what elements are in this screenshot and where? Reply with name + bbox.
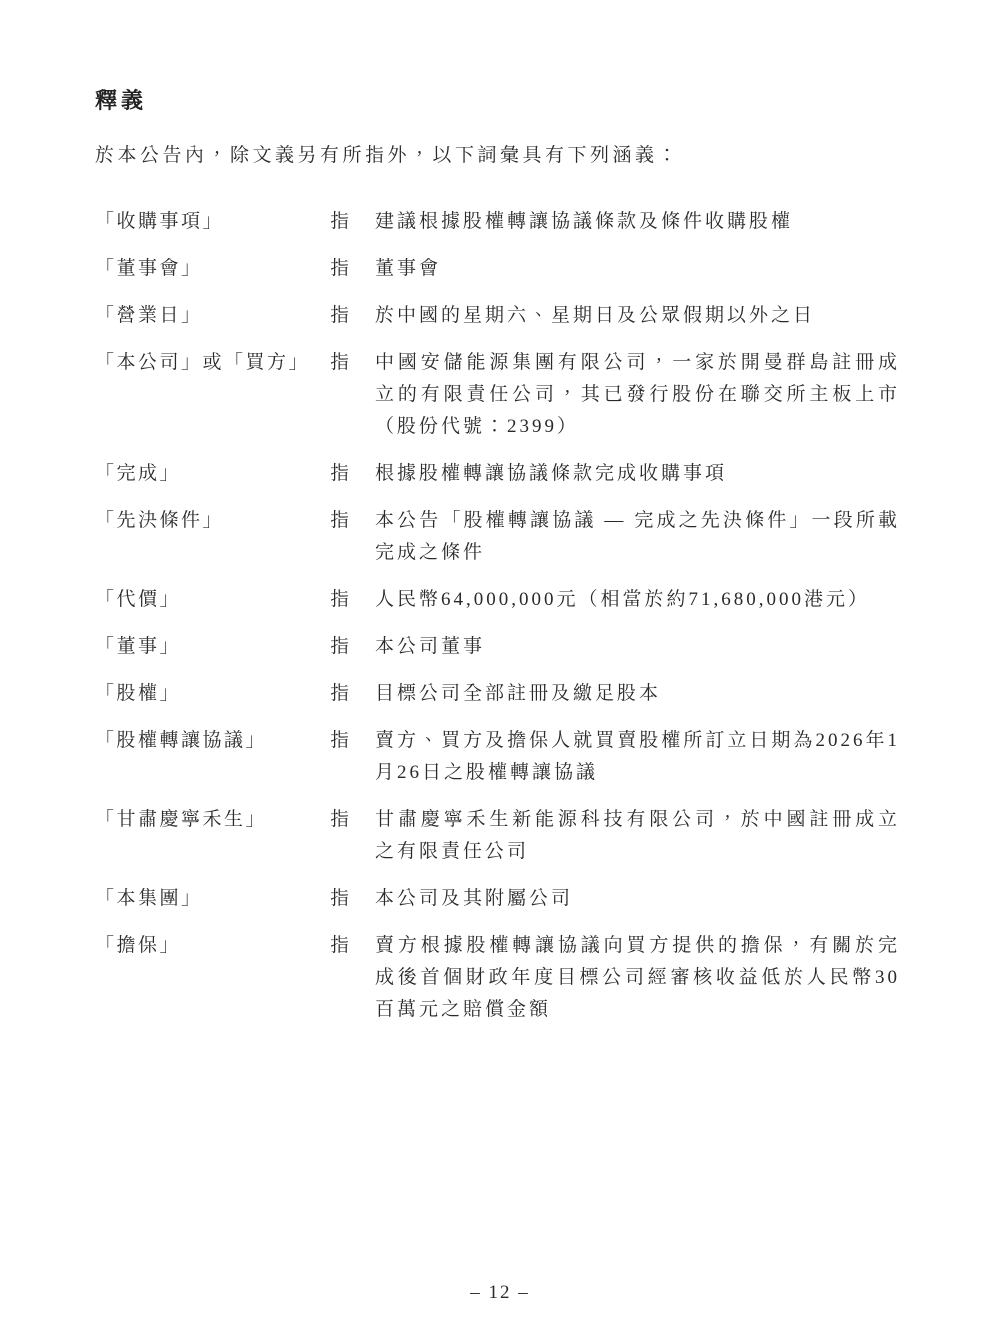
- intro-paragraph: 於本公告內，除文義另有所指外，以下詞彙具有下列涵義：: [95, 145, 681, 166]
- definition-indicator: 指: [330, 730, 350, 751]
- definition-text: 賣方、買方及擔保人就買賣股權所訂立日期為2026年1月26日之股權轉讓協議: [375, 730, 900, 783]
- definition-text: 於中國的星期六、星期日及公眾假期以外之日: [375, 305, 816, 326]
- definition-row: [95, 458, 910, 490]
- definition-term: 「營業日」: [95, 305, 203, 326]
- definition-indicator: 指: [330, 888, 350, 909]
- definition-indicator: 指: [330, 589, 350, 610]
- definition-term: 「董事」: [95, 636, 182, 657]
- definition-term: 「代價」: [95, 589, 182, 610]
- page-number: – 12 –: [470, 1282, 530, 1303]
- definition-term: 「本公司」或「買方」: [95, 352, 311, 373]
- definition-row: [95, 206, 910, 238]
- definition-indicator: 指: [330, 305, 350, 326]
- definition-term: 「本集團」: [95, 888, 203, 909]
- definition-term: 「擔保」: [95, 935, 182, 956]
- definition-indicator: 指: [330, 683, 350, 704]
- definition-indicator: 指: [330, 258, 350, 279]
- definition-text: 建議根據股權轉讓協議條款及條件收購股權: [375, 211, 794, 232]
- definition-row: [95, 300, 910, 332]
- definition-indicator: 指: [330, 935, 350, 956]
- definition-text: 目標公司全部註冊及繳足股本: [375, 683, 662, 704]
- definition-term: 「董事會」: [95, 258, 203, 279]
- definition-term: 「甘肅慶寧禾生」: [95, 809, 268, 830]
- definition-text: 本公司及其附屬公司: [375, 888, 574, 909]
- page-title: 釋義: [95, 88, 148, 113]
- definition-indicator: 指: [330, 809, 350, 830]
- definition-term: 「先決條件」: [95, 510, 225, 531]
- definition-row: [95, 883, 910, 915]
- definition-text: 中國安儲能源集團有限公司，一家於開曼群島註冊成立的有限責任公司，其已發行股份在聯交所主板上市（股份代號：2399）: [375, 352, 900, 437]
- definition-text: 根據股權轉讓協議條款完成收購事項: [375, 463, 728, 484]
- definition-indicator: 指: [330, 463, 350, 484]
- definition-term: 「完成」: [95, 463, 182, 484]
- definition-row: [95, 631, 910, 663]
- definition-term: 「收購事項」: [95, 211, 225, 232]
- definitions-list: [95, 206, 910, 1026]
- definition-indicator: 指: [330, 636, 350, 657]
- definition-text: 本公告「股權轉讓協議 — 完成之先決條件」一段所載完成之條件: [375, 510, 900, 563]
- definition-indicator: 指: [330, 352, 350, 373]
- definition-text: 人民幣64,000,000元（相當於約71,680,000港元）: [375, 589, 871, 610]
- definition-row: [95, 930, 910, 1026]
- definition-row: [95, 678, 910, 710]
- definition-text: 賣方根據股權轉讓協議向買方提供的擔保，有關於完成後首個財政年度目標公司經審核收益低於人民幣30百萬元之賠償金額: [375, 935, 900, 1020]
- definition-term: 「股權」: [95, 683, 182, 704]
- definition-text: 甘肅慶寧禾生新能源科技有限公司，於中國註冊成立之有限責任公司: [375, 809, 900, 862]
- definition-row: [95, 584, 910, 616]
- definition-row: [95, 804, 910, 868]
- definition-indicator: 指: [330, 510, 350, 531]
- definition-row: [95, 505, 910, 569]
- definition-indicator: 指: [330, 211, 350, 232]
- definition-row: [95, 347, 910, 443]
- definition-row: [95, 725, 910, 789]
- definition-row: [95, 253, 910, 285]
- definition-text: 本公司董事: [375, 636, 486, 657]
- definition-text: 董事會: [375, 258, 442, 279]
- definition-term: 「股權轉讓協議」: [95, 730, 268, 751]
